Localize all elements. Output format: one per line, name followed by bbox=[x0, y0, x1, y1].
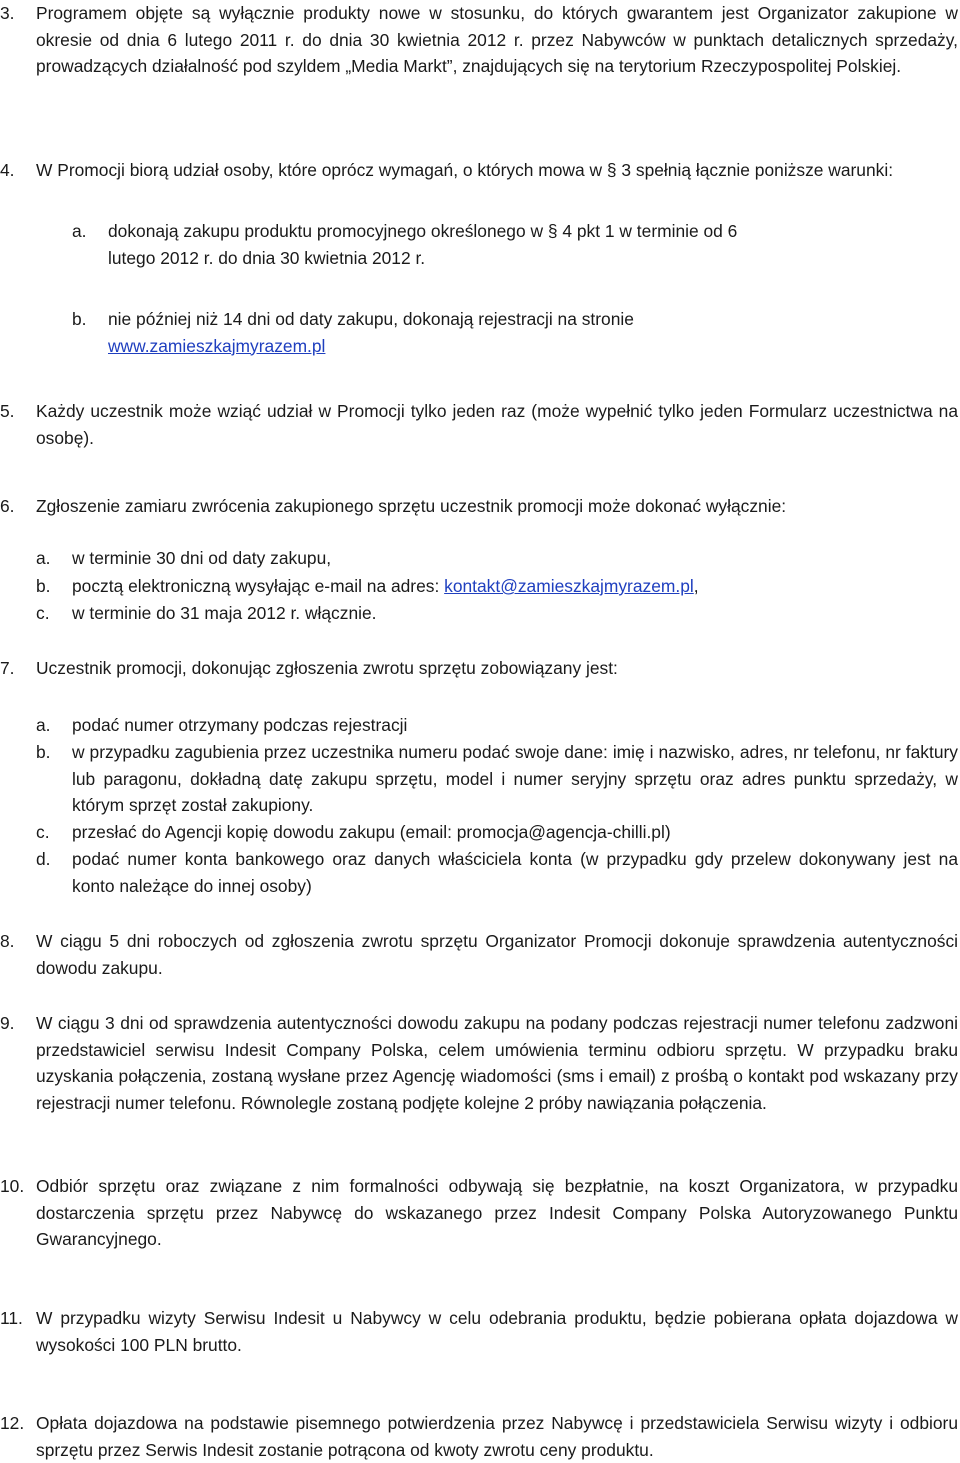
paragraph-number: 9. bbox=[0, 1013, 15, 1033]
paragraph-number: 5. bbox=[0, 401, 15, 421]
list-item-7a bbox=[36, 712, 958, 739]
list-item-4b bbox=[72, 306, 752, 359]
paragraph-6 bbox=[0, 493, 958, 520]
paragraph-12 bbox=[0, 1410, 958, 1463]
list-letter: b. bbox=[72, 309, 87, 329]
paragraph-text: Opłata dojazdowa na podstawie pisemnego potwierdzenia przez Nabywcę i przedstawiciela Serwisu wizyty i odbioru sprzętu przez Serwis Indesit zostanie potrącona od kwoty zwrotu ceny produktu. bbox=[36, 1413, 958, 1460]
list-letter: c. bbox=[36, 822, 50, 842]
paragraph-text: W przypadku wizyty Serwisu Indesit u Nabywcy w celu odebrania produktu, będzie pobierana opłata dojazdowa w wysokości 100 PLN brutto. bbox=[36, 1308, 958, 1355]
paragraph-text: Odbiór sprzętu oraz związane z nim formalności odbywają się bezpłatnie, na koszt Organizatora, w przypadku dostarczenia sprzętu przez Nabywcę do wskazanego przez Indesit Company Polska Autoryzowanego Punktu Gwarancyjnego. bbox=[36, 1176, 958, 1249]
paragraph-text: W ciągu 5 dni roboczych od zgłoszenia zwrotu sprzętu Organizator Promocji dokonuje sprawdzenia autentyczności dowodu zakupu. bbox=[36, 931, 958, 978]
list-item-7c bbox=[36, 819, 958, 846]
list-text: w terminie do 31 maja 2012 r. włącznie. bbox=[72, 603, 377, 623]
list-item-7b bbox=[36, 739, 958, 819]
list-item-6c bbox=[36, 600, 922, 627]
list-text: podać numer konta bankowego oraz danych właściciela konta (w przypadku gdy przelew dokonywany jest na konto należące do innej osoby) bbox=[72, 849, 958, 896]
list-item-4a bbox=[72, 218, 752, 271]
list-text: w przypadku zagubienia przez uczestnika numeru podać swoje dane: imię i nazwisko, adres, nr telefonu, nr faktury lub paragonu, dokładną datę zakupu sprzętu, model i numer seryjny sprzętu oraz adres punktu sprzedaży, w którym sprzęt został zakupiony. bbox=[72, 742, 958, 815]
email-link[interactable]: kontakt@zamieszkajmyrazem.pl bbox=[444, 576, 694, 596]
list-item-7d bbox=[36, 846, 958, 899]
list-text: przesłać do Agencji kopię dowodu zakupu (email: promocja@agencja-chilli.pl) bbox=[72, 822, 671, 842]
paragraph-number: 8. bbox=[0, 931, 15, 951]
paragraph-number: 6. bbox=[0, 496, 15, 516]
list-text: pocztą elektroniczną wysyłając e-mail na adres: bbox=[72, 576, 445, 596]
list-letter: a. bbox=[36, 715, 51, 735]
paragraph-11 bbox=[0, 1305, 958, 1358]
paragraph-5 bbox=[0, 398, 958, 451]
paragraph-4 bbox=[0, 157, 958, 184]
paragraph-number: 7. bbox=[0, 658, 15, 678]
paragraph-number: 11. bbox=[0, 1308, 23, 1328]
list-letter: a. bbox=[36, 548, 51, 568]
paragraph-text: Zgłoszenie zamiaru zwrócenia zakupionego sprzętu uczestnik promocji może dokonać wyłącznie: bbox=[36, 496, 787, 516]
paragraph-number: 3. bbox=[0, 3, 15, 23]
paragraph-number: 12. bbox=[0, 1413, 25, 1433]
paragraph-number: 10. bbox=[0, 1176, 25, 1196]
list-letter: b. bbox=[36, 742, 51, 762]
website-link[interactable]: www.zamieszkajmyrazem.pl bbox=[108, 335, 326, 356]
paragraph-7 bbox=[0, 655, 958, 682]
paragraph-text: Programem objęte są wyłącznie produkty nowe w stosunku, do których gwarantem jest Organizator zakupione w okresie od dnia 6 lutego 2011 r. do dnia 30 kwietnia 2012 r. przez Nabywców w punktach detalicznych sprzedaży, prowadzących działalność pod szyldem „Media Markt”, znajdujących się na terytorium Rzeczypospolitej Polskiej. bbox=[36, 3, 958, 76]
list-letter: d. bbox=[36, 849, 51, 869]
paragraph-text: W ciągu 3 dni od sprawdzenia autentyczności dowodu zakupu na podany podczas rejestracji numer telefonu zadzwoni przedstawiciel serwisu Indesit Company Polska, celem umówienia terminu odbioru sprzętu. W przypadku braku uzyskania połączenia, zostaną wysłane przez Agencję wiadomości (sms i email) z prośbą o kontakt pod wskazany przy rejestracji numer telefonu. Równolegle zostaną podjęte kolejne 2 próby nawiązania połączenia. bbox=[36, 1013, 958, 1113]
paragraph-8 bbox=[0, 928, 958, 981]
paragraph-3 bbox=[0, 0, 958, 80]
paragraph-10 bbox=[0, 1173, 958, 1253]
list-letter: a. bbox=[72, 221, 87, 241]
list-text-suffix: , bbox=[693, 576, 699, 596]
list-letter: c. bbox=[36, 603, 50, 623]
list-text: podać numer otrzymany podczas rejestracji bbox=[72, 715, 408, 735]
paragraph-number: 4. bbox=[0, 160, 15, 180]
paragraph-text: W Promocji biorą udział osoby, które oprócz wymagań, o których mowa w § 3 spełnią łącznie poniższe warunki: bbox=[36, 160, 894, 180]
paragraph-9 bbox=[0, 1010, 958, 1116]
list-text: w terminie 30 dni od daty zakupu, bbox=[72, 548, 332, 568]
list-text: dokonają zakupu produktu promocyjnego określonego w § 4 pkt 1 w terminie od 6 lutego 2012 r. do dnia 30 kwietnia 2012 r. bbox=[108, 221, 738, 268]
list-item-6a bbox=[36, 545, 922, 572]
list-letter: b. bbox=[36, 576, 51, 596]
paragraph-text: Każdy uczestnik może wziąć udział w Promocji tylko jeden raz (może wypełnić tylko jeden Formularz uczestnictwa na osobę). bbox=[36, 401, 958, 448]
paragraph-text: Uczestnik promocji, dokonując zgłoszenia zwrotu sprzętu zobowiązany jest: bbox=[36, 658, 618, 678]
list-text: nie później niż 14 dni od daty zakupu, dokonają rejestracji na stronie bbox=[108, 309, 634, 329]
list-item-6b bbox=[36, 573, 922, 600]
